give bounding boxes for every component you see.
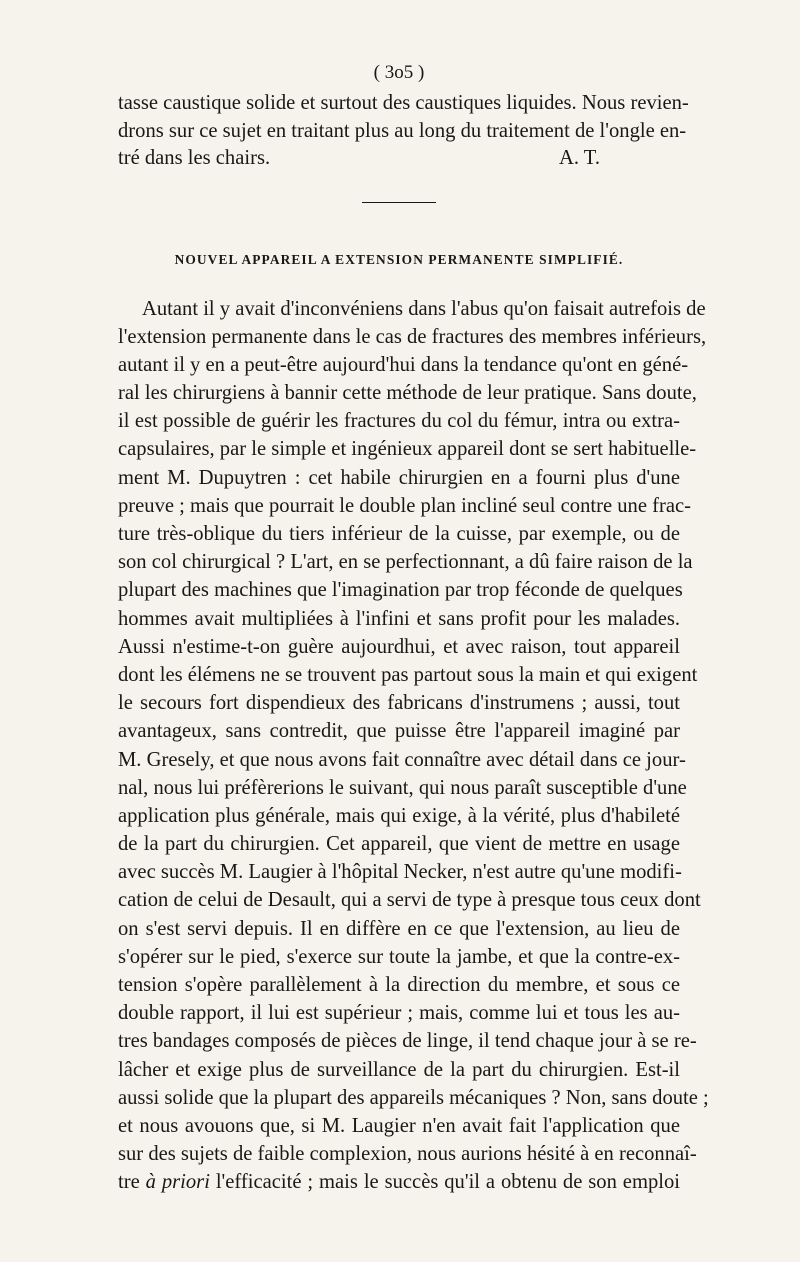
text-line: double rapport, il lui est supérieur ; mais, comme lui et tous les au- <box>118 1002 680 1025</box>
text-line: Aussi n'estime-t-on guère aujourdhui, et avec raison, tout appareil <box>118 635 680 658</box>
text-line: lâcher et exige plus de surveillance de la part du chirurgien. Est-il <box>118 1058 680 1081</box>
intro-paragraph <box>118 90 689 173</box>
text-line: cation de celui de Desault, qui a servi de type à presque tous ceux dont <box>118 889 701 912</box>
text-line-fragment: tre <box>118 1171 146 1194</box>
article-body <box>118 295 709 1197</box>
text-line: ral les chirurgiens à bannir cette méthode de leur pratique. Sans doute, <box>118 382 697 405</box>
text-line: son col chirurgical ? L'art, en se perfectionnant, a dû faire raison de la <box>118 551 693 574</box>
text-line <box>118 145 680 173</box>
page-number: ( 3o5 ) <box>373 62 425 83</box>
text-line: sur des sujets de faible complexion, nous aurions hésité à en reconnaî- <box>118 1143 697 1166</box>
text-line: hommes avait multipliées à l'infini et sans profit pour les malades. <box>118 607 680 630</box>
author-signature: A. T. <box>559 147 600 169</box>
text-line: tension s'opère parallèlement à la direction du membre, et sous ce <box>118 974 680 996</box>
text-line: s'opérer sur le pied, s'exerce sur toute la jambe, et que la contre-ex- <box>118 945 680 968</box>
text-line: plupart des machines que l'imagination par trop féconde de quelques <box>118 579 683 602</box>
text-line: tres bandages composés de pièces de linge, il tend chaque jour à se re- <box>118 1030 697 1053</box>
text-line: M. Gresely, et que nous avons fait connaître avec détail dans ce jour- <box>118 748 686 771</box>
text-line: le secours fort dispendieux des fabricans d'instrumens ; aussi, tout <box>118 692 680 715</box>
text-line: ture très-oblique du tiers inférieur de la cuisse, par exemple, ou de <box>118 523 680 545</box>
text-line: autant il y en a peut-être aujourd'hui dans la tendance qu'ont en géné- <box>118 353 689 376</box>
text-line: aussi solide que la plupart des appareils mécaniques ? Non, sans doute ; <box>118 1086 709 1109</box>
section-divider <box>362 202 436 203</box>
text-line: et nous avouons que, si M. Laugier n'en avait fait l'application que <box>118 1114 680 1137</box>
text-line: on s'est servi depuis. Il en diffère en ce que l'extension, au lieu de <box>118 917 680 940</box>
text-line: Autant il y avait d'inconvéniens dans l'abus qu'on faisait autrefois de <box>142 297 706 320</box>
text-line: preuve ; mais que pourrait le double plan incliné seul contre une frac- <box>118 494 691 517</box>
page <box>118 62 709 1197</box>
text-line: il est possible de guérir les fractures du col du fémur, intra ou extra- <box>118 410 680 433</box>
text-line: nal, nous lui préfèrerions le suivant, qui nous paraît susceptible d'une <box>118 776 687 799</box>
text-line: capsulaires, par le simple et ingénieux appareil dont se sert habituelle- <box>118 438 697 461</box>
text-line-fragment: tré dans les chairs. <box>118 147 271 169</box>
text-line: de la part du chirurgien. Cet appareil, que vient de mettre en usage <box>118 833 680 856</box>
text-line <box>118 1168 680 1196</box>
text-line: application plus générale, mais qui exige, à la vérité, plus d'habileté <box>118 804 680 827</box>
text-line: tasse caustique solide et surtout des caustiques liquides. Nous revien- <box>118 92 689 114</box>
text-line: avec succès M. Laugier à l'hôpital Necker, n'est autre qu'une modifi- <box>118 861 682 884</box>
text-line: dont les élémens ne se trouvent pas partout sous la main et qui exigent <box>118 663 698 686</box>
article-title: NOUVEL APPAREIL A EXTENSION PERMANENTE SIMPLIFIÉ. <box>174 251 624 267</box>
text-line: avantageux, sans contredit, que puisse être l'appareil imaginé par <box>118 720 680 743</box>
text-line: l'extension permanente dans le cas de fractures des membres inférieurs, <box>118 325 707 348</box>
text-line: drons sur ce sujet en traitant plus au long du traitement de l'ongle en- <box>118 119 687 142</box>
italic-phrase: à priori <box>145 1171 210 1194</box>
text-line-fragment: l'efficacité ; mais le succès qu'il a obtenu de son emploi <box>209 1171 680 1194</box>
text-line: ment M. Dupuytren : cet habile chirurgien en a fourni plus d'une <box>118 466 680 489</box>
